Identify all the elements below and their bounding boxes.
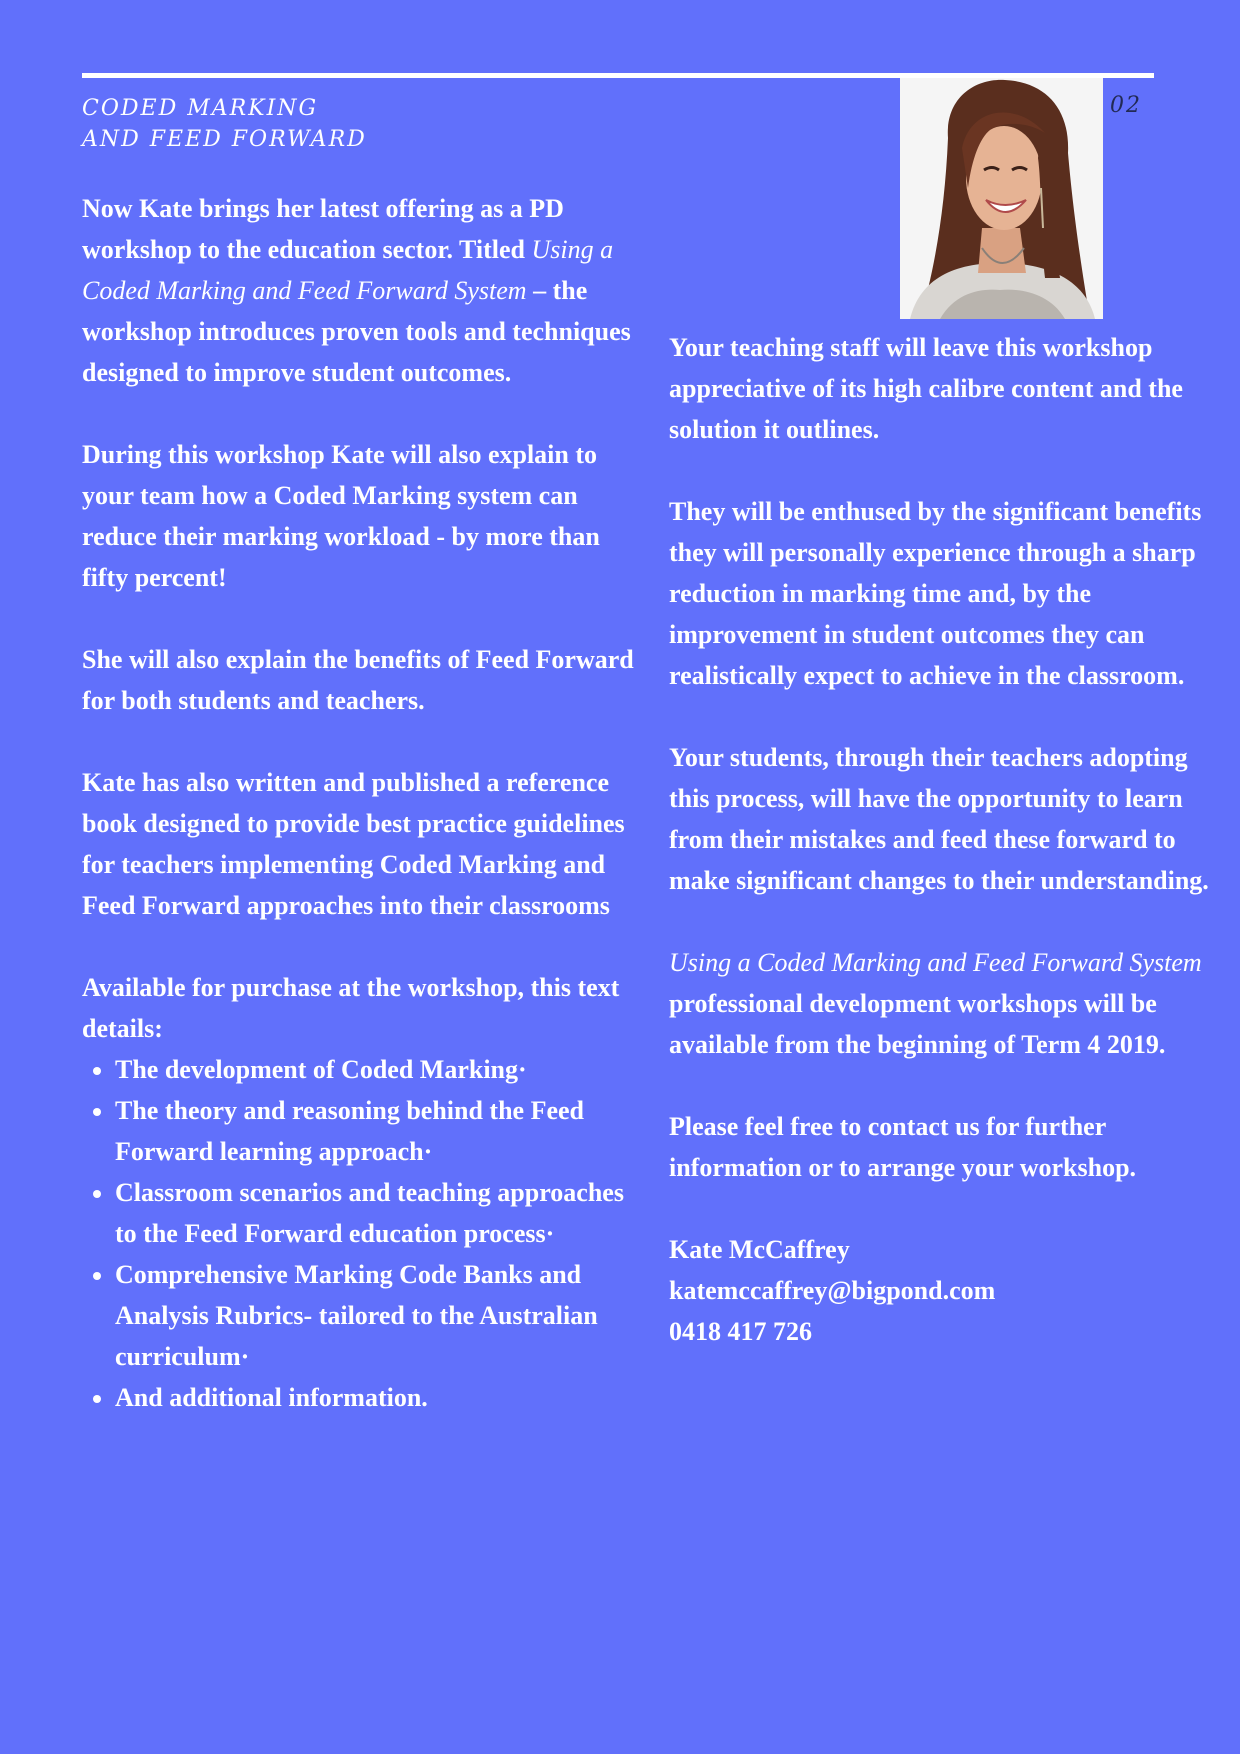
section-title-line-2: AND FEED FORWARD [82,127,367,152]
contact-invite-paragraph: Please feel free to contact us for further information or to arrange your workshop. [669,1112,1137,1182]
intro-text: Now Kate brings her latest offering as a PD workshop to the education sector. Titled [82,194,564,264]
author-photo [900,78,1103,319]
book-paragraph: Kate has also written and published a reference book designed to provide best practice guidelines for teachers implementing Coded Marking and Feed Forward approaches into their classrooms [82,768,625,920]
left-column [82,188,642,1418]
availability-paragraph [669,942,1229,1065]
list-item: • Classroom scenarios and teaching approaches to the Feed Forward education process· [115,1172,642,1254]
benefits-paragraph: They will be enthused by the significant benefits they will personally experience through a sharp reduction in marking time and, by the improvement in student outcomes they can realistically expect to achieve in the classroom. [669,497,1202,690]
workshop-title-italic: Using a Coded Marking and Feed Forward System [669,948,1202,977]
intro-paragraph [82,188,642,393]
list-item: • Comprehensive Marking Code Banks and Analysis Rubrics- tailored to the Australian curriculum· [115,1254,642,1377]
section-title [82,93,367,155]
book-details-intro: Available for purchase at the workshop, this text details: [82,973,620,1043]
contact-email[interactable]: katemccaffrey@bigpond.com [669,1276,996,1305]
workshop-paragraph: During this workshop Kate will also explain to your team how a Coded Marking system can reduce their marking workload - by more than fifty percent! [82,440,600,592]
portrait-illustration [900,78,1103,319]
book-details [82,967,642,1418]
list-item: • And additional information. [115,1377,642,1418]
contact-name: Kate McCaffrey [669,1235,850,1264]
contact-phone[interactable]: 0418 417 726 [669,1317,812,1346]
right-column [669,327,1229,1352]
workshop-title: Using a Coded Marking and Feed Forward System [82,235,614,305]
book-details-list [82,1049,642,1418]
staff-paragraph: Your teaching staff will leave this workshop appreciative of its high calibre content and the solution it outlines. [669,333,1183,444]
availability-text: professional development workshops will be available from the beginning of Term 4 2019. [669,989,1166,1059]
intro-text-continued: – the workshop introduces proven tools and techniques designed to improve student outcomes. [82,276,631,387]
section-title-line-1: CODED MARKING [82,96,319,121]
list-item: • The theory and reasoning behind the Feed Forward learning approach· [115,1090,642,1172]
page-number: 02 [1110,93,1142,118]
contact-block [669,1229,1229,1352]
feed-forward-paragraph: She will also explain the benefits of Feed Forward for both students and teachers. [82,645,634,715]
students-paragraph: Your students, through their teachers adopting this process, will have the opportunity to learn from their mistakes and feed these forward to make significant changes to their understanding. [669,743,1209,895]
list-item: • The development of Coded Marking· [115,1049,642,1090]
